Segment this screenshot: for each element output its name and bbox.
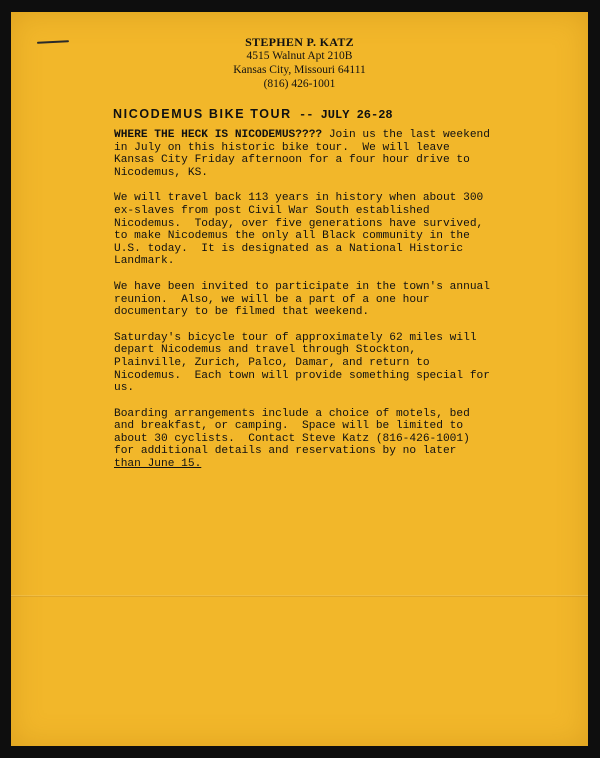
body-line: Nicodemus. Each town will provide something special for <box>114 369 490 382</box>
body-line: U.S. today. It is designated as a National Historic <box>114 242 464 255</box>
body-line: reunion. Also, we will be a part of a one hour <box>114 293 430 306</box>
body-line: We have been invited to participate in the town's annual <box>114 280 490 293</box>
letterhead-city: Kansas City, Missouri 64111 <box>233 64 366 76</box>
body-line: Saturday's bicycle tour of approximately 62 miles will <box>114 331 477 344</box>
intro-lead: WHERE THE HECK IS NICODEMUS???? <box>114 129 323 141</box>
body-line: us. <box>114 382 135 395</box>
letter-body <box>114 129 554 484</box>
body-line: Boarding arrangements include a choice of motels, bed <box>114 407 470 420</box>
paragraph-reunion <box>114 281 554 319</box>
letterhead-address: 4515 Walnut Apt 210B <box>246 50 353 62</box>
paper-fold-crease <box>11 595 588 597</box>
body-line: documentary to be filmed that weekend. <box>114 306 370 319</box>
body-line: about 30 cyclists. Contact Steve Katz (816-426-1001) <box>114 432 470 445</box>
letterhead-name: STEPHEN P. KATZ <box>245 35 354 49</box>
document-page <box>11 12 588 746</box>
body-line: ex-slaves from post Civil War South established <box>114 204 430 217</box>
body-line: Plainville, Zurich, Palco, Damar, and return to <box>114 356 430 369</box>
body-line: and breakfast, or camping. Space will be limited to <box>114 420 464 433</box>
body-line: depart Nicodemus and travel through Stockton, <box>114 344 417 357</box>
body-line: Nicodemus, KS. <box>114 166 208 179</box>
paragraph-route <box>114 332 554 395</box>
paragraph-intro <box>114 129 554 179</box>
paragraph-history <box>114 192 554 268</box>
document-title <box>113 107 393 122</box>
body-line: to make Nicodemus the only all Black community in the <box>114 230 470 243</box>
body-line: Kansas City Friday afternoon for a four hour drive to <box>114 154 470 167</box>
body-line: Nicodemus. Today, over five generations have survived, <box>114 217 484 230</box>
letterhead <box>11 35 588 91</box>
deadline-line: than June 15. <box>114 458 202 471</box>
body-line: We will travel back 113 years in history when about 300 <box>114 192 484 205</box>
intro-line-rest: Join us the last weekend <box>322 129 490 141</box>
letterhead-phone: (816) 426-1001 <box>263 78 336 90</box>
body-line: Landmark. <box>114 255 175 268</box>
body-line: for additional details and reservations by no later <box>114 445 457 458</box>
body-line <box>114 129 554 142</box>
title-date: -- JULY 26-28 <box>291 108 393 122</box>
title-main: NICODEMUS BIKE TOUR <box>113 107 292 121</box>
body-line: in July on this historic bike tour. We will leave <box>114 141 450 154</box>
paragraph-boarding <box>114 408 554 471</box>
